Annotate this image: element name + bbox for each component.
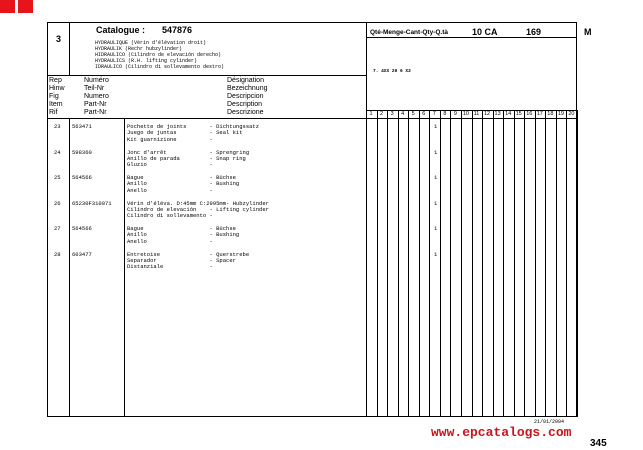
qty-grid-line: [398, 110, 399, 417]
row-part-number: 603477: [72, 250, 92, 258]
part-number-column-header: Numéro Teil-Nr Numero Part-Nr Part-Nr: [84, 77, 109, 116]
row-quantity: 1: [434, 123, 438, 130]
row-description-line: Jonc d'arrêt - Sprengring: [127, 148, 250, 156]
website-watermark[interactable]: www.epcatalogs.com: [431, 425, 572, 440]
row-quantity: 1: [434, 148, 438, 156]
brand-mark-right: [18, 0, 33, 13]
divider: [366, 37, 577, 38]
page-code: 169: [526, 27, 542, 37]
qty-column-number: 19: [557, 111, 564, 117]
qty-grid-line: [514, 110, 515, 417]
title-it: IDRAULICO (Cilindro di sollevamento destro): [95, 64, 225, 70]
row-description-line: Entretoise - Querstrebe: [127, 250, 250, 258]
qty-grid-line: [377, 110, 378, 417]
row-description-line: Anillo - Bushing: [127, 180, 240, 188]
qty-grid-line: [535, 110, 536, 417]
page-number: 345: [590, 438, 607, 449]
qty-column-number: 20: [568, 111, 575, 117]
qty-column-number: 2: [380, 111, 384, 117]
qty-note: 7. 4XX 20 6 X2: [373, 69, 411, 74]
qty-column-number: 3: [390, 111, 394, 117]
divider: [124, 118, 125, 417]
row-part-number: 65230F310071: [72, 199, 112, 207]
row-part-number: 598360: [72, 148, 92, 156]
divider: [69, 118, 70, 417]
qty-grid-line: [577, 110, 578, 417]
qty-column-number: 16: [526, 111, 533, 117]
row-description-line: Vérin d'éléva. D:45mm C:2995mm- Hubzylinder: [127, 199, 269, 207]
qty-grid-line: [556, 110, 557, 417]
row-description-line: Bague - Büchse: [127, 174, 236, 181]
row-part-number: 564566: [72, 174, 92, 181]
row-description-line: Bague - Büchse: [127, 225, 236, 232]
row-description-line: Separador - Spacer: [127, 256, 236, 264]
qty-column-number: 1: [369, 111, 373, 117]
qty-grid-line: [493, 110, 494, 417]
row-description-line: Gluzio -: [127, 161, 213, 169]
qty-column-number: 12: [483, 111, 491, 117]
row-description-line: Anello -: [127, 237, 213, 245]
row-rep: 24: [54, 148, 61, 156]
row-description-line: Anello -: [127, 186, 213, 194]
designation-column-header: Désignation Bezeichnung Descripcion Description Descrizione: [227, 77, 268, 116]
qty-column-number: 18: [547, 111, 554, 117]
qty-column-number: 5: [411, 111, 415, 117]
divider: [47, 118, 577, 119]
qty-grid-line: [524, 110, 525, 417]
row-quantity: 1: [434, 199, 438, 207]
row-quantity: 1: [434, 174, 438, 181]
divider: [47, 75, 366, 76]
qty-grid-line: [408, 110, 409, 417]
qty-grid-line: [450, 110, 451, 417]
row-description-line: Kit guarnizione -: [127, 135, 213, 143]
title-es: HIDRAULICO (Cilindro de elevación derecho): [95, 52, 222, 58]
section-number: 3: [56, 34, 62, 44]
qty-header: Qté-Menge-Cant-Qty-Q.tà: [370, 29, 448, 36]
qty-column-number: 13: [494, 111, 501, 117]
qty-column-number: 4: [401, 111, 405, 117]
row-quantity: 1: [434, 225, 438, 232]
qty-column-number: 17: [536, 111, 543, 117]
qty-grid-line: [419, 110, 420, 417]
row-rep: 27: [54, 225, 61, 232]
row-description: [127, 201, 269, 220]
row-description: [127, 226, 239, 245]
qty-grid-line: [566, 110, 567, 417]
row-part-number: 564566: [72, 225, 92, 232]
qty-grid-line: [472, 110, 473, 417]
brand-mark-left: [0, 0, 15, 13]
row-description-line: Cilindro de elevación - Lifting cylinder: [127, 205, 269, 213]
qty-column-number: 15: [515, 111, 522, 117]
row-rep: 26: [54, 199, 61, 207]
row-rep: 23: [54, 123, 61, 130]
qty-column-number: 6: [422, 111, 426, 117]
title-list: [95, 40, 224, 70]
row-description-line: Cilindro di sollevamento -: [127, 212, 213, 220]
qty-column-number: 9: [453, 111, 457, 117]
qty-grid-line: [461, 110, 462, 417]
qty-grid-line: [387, 110, 388, 417]
catalogue-label: Catalogue :: [96, 25, 146, 35]
qty-grid-line: [429, 110, 430, 417]
rep-column-header: Rep Hinw Fig Item Rif: [49, 77, 65, 116]
row-description-line: Distanziale -: [127, 263, 213, 271]
title-de: HYDRAULIK (Rechr hubzylinder): [95, 46, 183, 52]
qty-column-number: 7: [432, 111, 436, 117]
qty-grid-line: [482, 110, 483, 417]
divider: [366, 22, 367, 417]
qty-grid-line: [503, 110, 504, 417]
qty-column-number: 10: [462, 111, 469, 117]
title-fr: HYDRAULIQUE (Vérin d'élévation droit): [95, 40, 207, 46]
catalogue-number: 547876: [162, 25, 193, 35]
row-rep: 28: [54, 250, 61, 258]
qty-column-number: 8: [443, 111, 447, 117]
title-en: HYDRAULICS (R.H. lifting cylinder): [95, 58, 198, 64]
qty-grid-line: [440, 110, 441, 417]
qty-grid-line: [545, 110, 546, 417]
row-description: [127, 175, 239, 194]
row-description-line: Anillo - Bushing: [127, 231, 240, 239]
row-description-line: Juego de juntas - Seal kit: [127, 129, 243, 137]
qty-column-number: 11: [473, 111, 480, 117]
divider: [69, 22, 70, 75]
qty-column-number: 14: [505, 111, 512, 117]
row-description: [127, 252, 249, 271]
row-description-line: Pochette de joints - Dichtungssatz: [127, 123, 260, 130]
divider: [576, 22, 577, 46]
catalogue-frame: [47, 22, 577, 417]
print-date: 21/01/2004: [534, 419, 565, 425]
row-description: [127, 150, 249, 169]
row-description-line: Anillo de parada - Snap ring: [127, 154, 246, 162]
row-rep: 25: [54, 174, 61, 181]
suffix-code: M: [584, 27, 592, 37]
row-part-number: 563471: [72, 123, 92, 130]
model-label: 10 CA: [472, 27, 498, 37]
row-description: [127, 124, 259, 143]
row-quantity: 1: [434, 250, 438, 258]
